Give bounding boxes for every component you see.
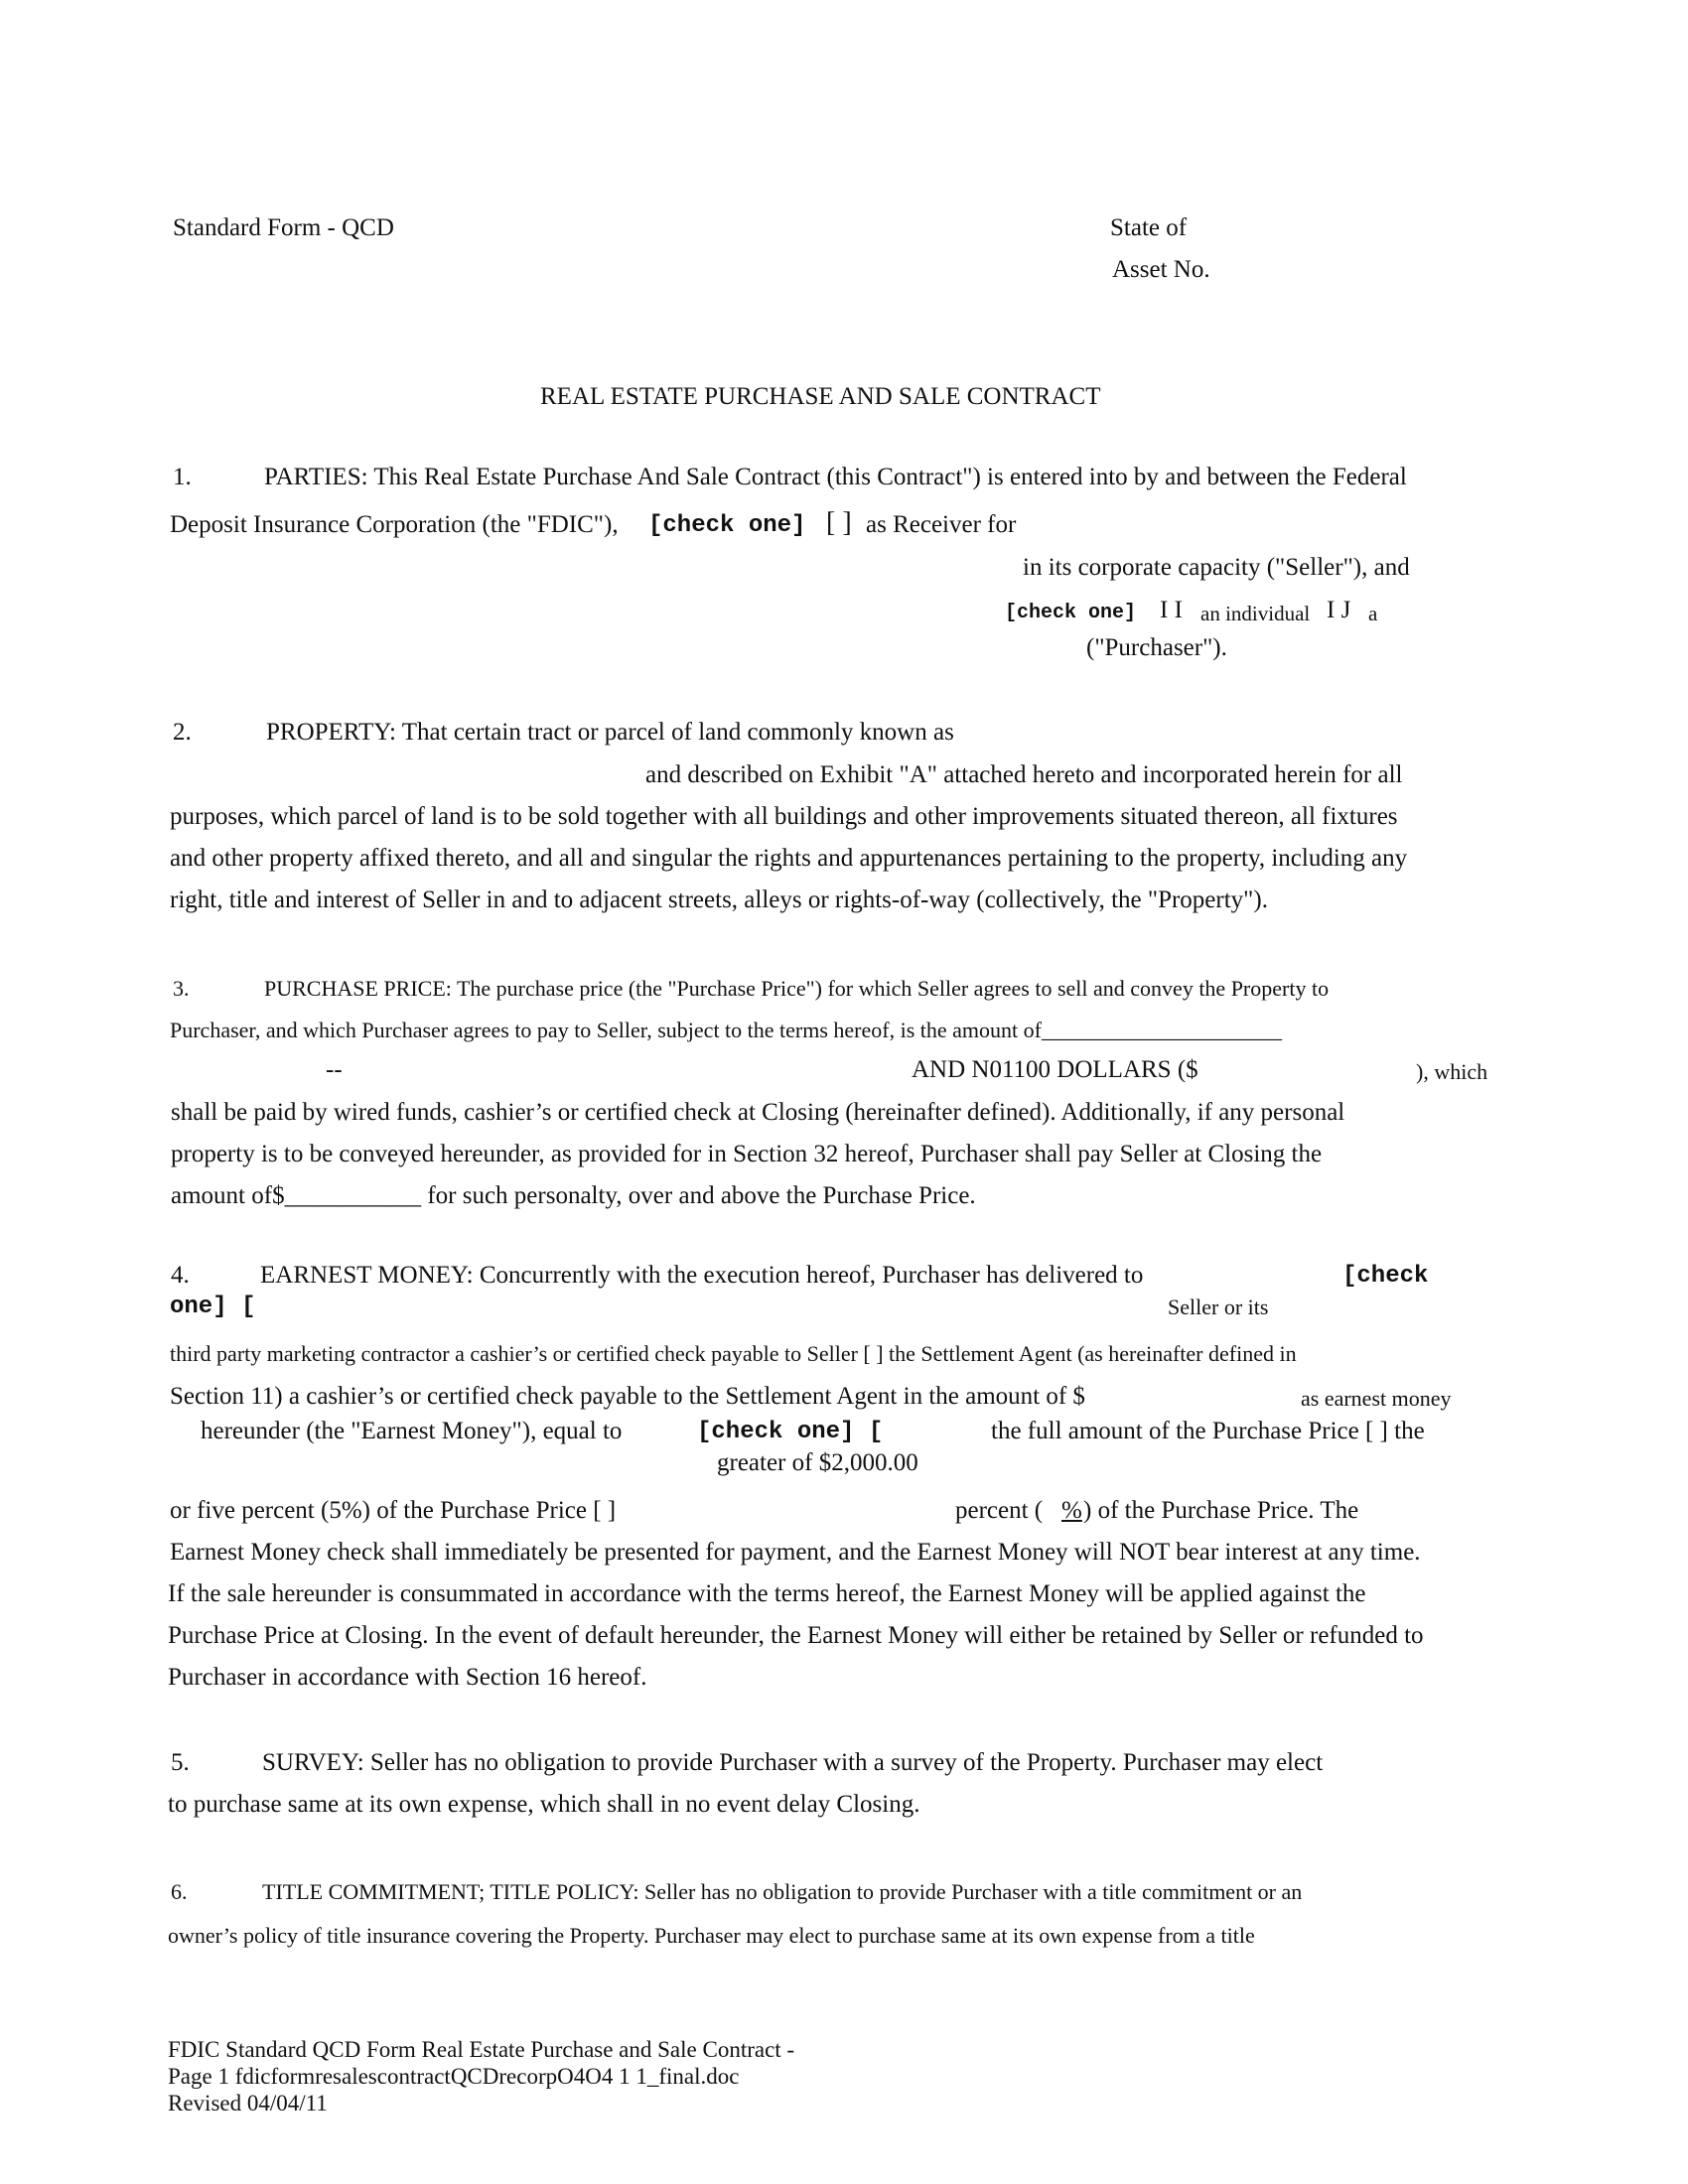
section-4-line: as earnest money — [1301, 1386, 1452, 1411]
section-1-line: a — [1368, 602, 1378, 625]
section-1-line: an individual — [1200, 602, 1311, 625]
section-3-line: PURCHASE PRICE: The purchase price (the "Purchase Price") for which Seller agrees to sell and convey the Property to — [264, 976, 1330, 1001]
check-one-label: [check one] — [648, 512, 806, 539]
section-4-line: percent ( — [955, 1497, 1044, 1524]
section-1-line: ("Purchaser"). — [1086, 634, 1227, 661]
section-5-number: 5. — [171, 1749, 190, 1776]
section-4-line: ) of the Purchase Price. The — [1083, 1497, 1359, 1524]
section-4-line: greater of $2,000.00 — [717, 1449, 918, 1476]
section-3-number: 3. — [173, 976, 190, 1001]
check-one-label: [check one] — [1005, 602, 1137, 624]
receiver-checkbox[interactable]: [ ] — [826, 507, 852, 538]
section-4-line: third party marketing contractor a cashier’s or certified check payable to Seller [ ] the Settlement Agent (as hereinafter defined in — [170, 1341, 1297, 1366]
section-2-line: purposes, which parcel of land is to be sold together with all buildings and other improvements situated thereon, all fixtures — [170, 803, 1398, 830]
section-1-number: 1. — [173, 464, 192, 490]
section-2-line: and described on Exhibit "A" attached hereto and incorporated herein for all — [645, 761, 1403, 788]
section-3-line: Purchaser, and which Purchaser agrees to pay to Seller, subject to the terms hereof, is the amount of______________________ — [170, 1018, 1282, 1042]
section-6-line: TITLE COMMITMENT; TITLE POLICY: Seller has no obligation to provide Purchaser with a title commitment or an — [262, 1879, 1303, 1904]
section-4-line: the full amount of the Purchase Price [ ] the — [991, 1418, 1425, 1444]
section-3-line: ), which — [1416, 1059, 1488, 1084]
section-4-line: EARNEST MONEY: Concurrently with the execution hereof, Purchaser has delivered to — [260, 1262, 1144, 1289]
section-6-number: 6. — [171, 1879, 188, 1904]
check-one-label: [check — [1342, 1263, 1429, 1290]
check-one-label: [check one] [ — [697, 1419, 884, 1445]
form-name: Standard Form - QCD — [173, 214, 394, 241]
entity-checkbox[interactable]: I J — [1327, 597, 1351, 623]
section-4-line: Purchase Price at Closing. In the event of default hereunder, the Earnest Money will either be retained by Seller or refunded to — [168, 1622, 1424, 1649]
check-one-label: one] [ — [170, 1294, 256, 1320]
section-4-line: Seller or its — [1168, 1295, 1269, 1319]
individual-checkbox[interactable]: I I — [1160, 597, 1183, 623]
section-3-line: shall be paid by wired funds, cashier’s or certified check at Closing (hereinafter defined). Additionally, if any personal — [171, 1099, 1345, 1126]
footer-line: FDIC Standard QCD Form Real Estate Purchase and Sale Contract - — [168, 2037, 795, 2062]
section-4-line: or five percent (5%) of the Purchase Price [ ] — [170, 1497, 617, 1524]
section-4-number: 4. — [171, 1262, 190, 1289]
section-5-line: SURVEY: Seller has no obligation to provide Purchaser with a survey of the Property. Purchaser may elect — [262, 1749, 1324, 1776]
section-2-line: PROPERTY: That certain tract or parcel of land commonly known as — [266, 719, 954, 746]
section-1-line: in its corporate capacity ("Seller"), and — [1023, 554, 1410, 581]
section-1-line: Deposit Insurance Corporation (the "FDIC"), — [170, 511, 619, 538]
percent-field[interactable]: % — [1061, 1497, 1082, 1524]
section-3-dash: -- — [326, 1056, 343, 1083]
section-2-line: right, title and interest of Seller in and to adjacent streets, alleys or rights-of-way (collectively, the "Property"). — [170, 887, 1268, 913]
section-3-line: AND N01100 DOLLARS ($ — [912, 1056, 1198, 1083]
footer-line: Revised 04/04/11 — [168, 2091, 328, 2116]
section-6-line: owner’s policy of title insurance covering the Property. Purchaser may elect to purchase same at its own expense from a title — [168, 1923, 1255, 1948]
asset-number-label: Asset No. — [1112, 256, 1210, 283]
section-4-line: Earnest Money check shall immediately be presented for payment, and the Earnest Money will NOT bear interest at any time. — [170, 1539, 1421, 1566]
document-title: REAL ESTATE PURCHASE AND SALE CONTRACT — [540, 383, 1101, 410]
section-2-line: and other property affixed thereto, and all and singular the rights and appurtenances pertaining to the property, including any — [170, 845, 1408, 872]
section-4-line: Purchaser in accordance with Section 16 hereof. — [168, 1664, 647, 1691]
section-4-line: Section 11) a cashier’s or certified check payable to the Settlement Agent in the amount of $ — [170, 1383, 1085, 1410]
section-5-line: to purchase same at its own expense, which shall in no event delay Closing. — [168, 1791, 920, 1818]
section-1-line: as Receiver for — [866, 511, 1017, 538]
section-2-number: 2. — [173, 719, 192, 746]
section-4-line: hereunder (the "Earnest Money"), equal to — [201, 1418, 623, 1444]
section-3-line: property is to be conveyed hereunder, as provided for in Section 32 hereof, Purchaser shall pay Seller at Closing the — [171, 1141, 1323, 1167]
state-label: State of — [1110, 214, 1188, 241]
footer-line: Page 1 fdicformresalescontractQCDrecorpO4O4 1 1_final.doc — [168, 2064, 740, 2089]
section-1-line: PARTIES: This Real Estate Purchase And Sale Contract (this Contract") is entered into by and between the Federal — [264, 464, 1407, 490]
section-3-line: amount of$___________ for such personalty, over and above the Purchase Price. — [171, 1182, 976, 1209]
section-4-line: If the sale hereunder is consummated in accordance with the terms hereof, the Earnest Money will be applied against the — [168, 1580, 1366, 1607]
